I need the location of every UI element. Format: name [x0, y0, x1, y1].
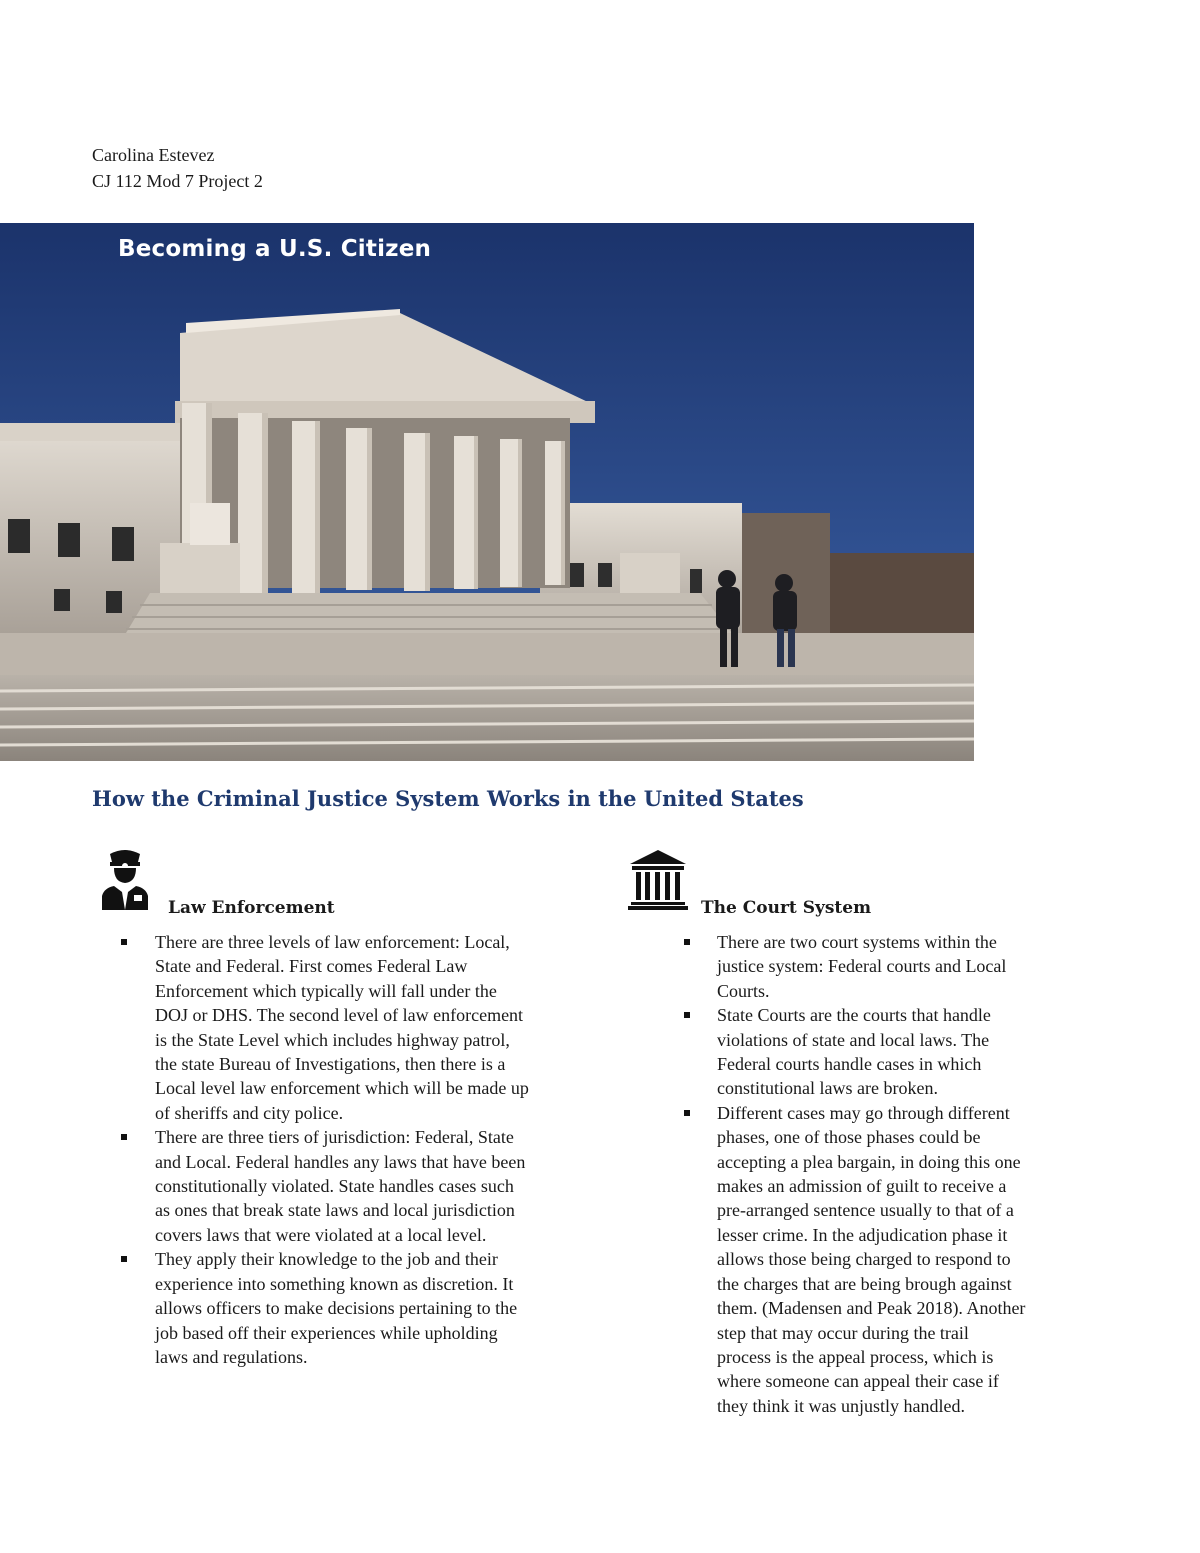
supreme-court-illustration — [0, 223, 974, 761]
court-system-list — [628, 930, 1058, 1418]
list-item: Different cases may go through different phases, one of those phases could be accepting a plea bargain, in doing this one makes an admission of guilt to receive a pre-arranged sentence usually to that of a lesser crime. In the adjudication phase it allows those being charged to respond to the charges that are being brough against them. (Madensen and Peak 2018). Another step that may occur during the trail process is the appeal process, which is where someone can appeal their case if they think it was unjustly handled. — [628, 1101, 1058, 1418]
police-officer-icon — [100, 848, 150, 910]
law-enforcement-column — [100, 848, 530, 1369]
hero-image — [0, 223, 974, 761]
hero-title: Becoming a U.S. Citizen — [118, 236, 432, 262]
author-block — [92, 142, 263, 194]
law-enforcement-list — [100, 930, 530, 1369]
list-item: There are two court systems within the justice system: Federal courts and Local Courts. — [628, 930, 1058, 1003]
list-item: There are three tiers of jurisdiction: Federal, State and Local. Federal handles any laws that have been constitutionally violated. State handles cases such as ones that break state laws and local jurisdiction covers laws that were violated at a local level. — [100, 1125, 530, 1247]
author-name: Carolina Estevez — [92, 145, 215, 165]
list-item: State Courts are the courts that handle violations of state and local laws. The Federal courts handle cases in which constitutional laws are broken. — [628, 1003, 1058, 1101]
court-system-heading: The Court System — [701, 898, 872, 918]
course-label: CJ 112 Mod 7 Project 2 — [92, 171, 263, 191]
list-item: There are three levels of law enforcement: Local, State and Federal. First comes Federal Law Enforcement which typically will fall under the DOJ or DHS. The second level of law enforcement is the State Level which includes highway patrol, the state Bureau of Investigations, then there is a Local level law enforcement which will be made up of sheriffs and city police. — [100, 930, 530, 1125]
list-item: They apply their knowledge to the job and their experience into something known as discretion. It allows officers to make decisions pertaining to the job based off their experiences while upholding laws and regulations. — [100, 1247, 530, 1369]
court-system-column — [628, 848, 1058, 1418]
courthouse-icon — [628, 848, 688, 910]
page-title: How the Criminal Justice System Works in the United States — [92, 786, 804, 811]
law-enforcement-heading: Law Enforcement — [168, 898, 335, 918]
